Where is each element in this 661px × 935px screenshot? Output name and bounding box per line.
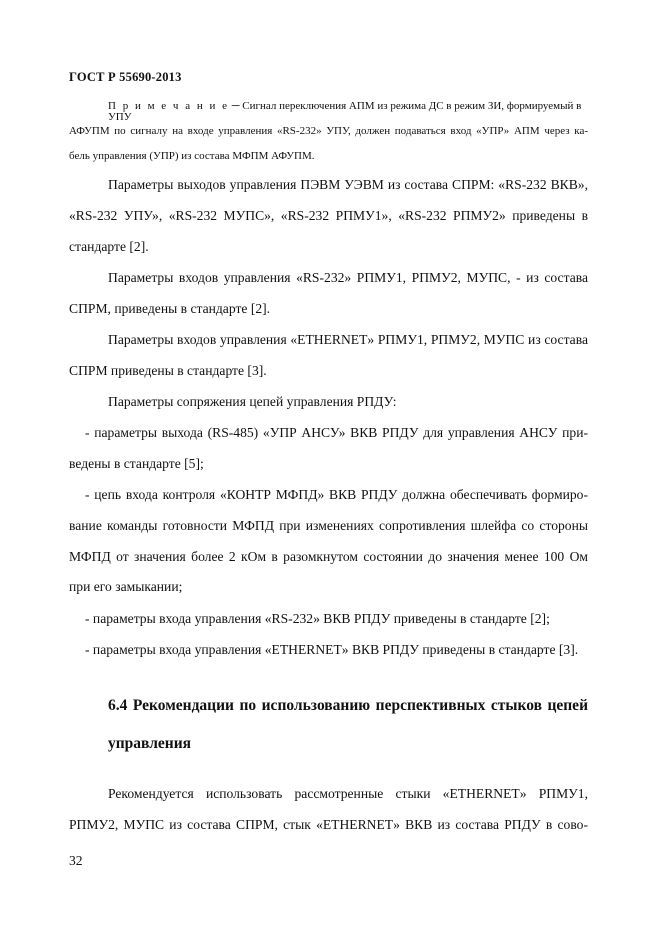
paragraph-5-line-2: РПМУ2, МУПС из состава СПРМ, стык «ETHERNET» ВКВ из состава РПДУ в сово- [69, 817, 588, 832]
paragraph-1-line-3: стандарте [2]. [69, 239, 149, 254]
paragraph-2-line-1: Параметры входов управления «RS-232» РПМУ1, РПМУ2, МУПС, - из состава [108, 270, 588, 285]
note-label: П р и м е ч а н и е [108, 100, 229, 112]
note-line-1 [108, 101, 588, 123]
section-heading-line-1: 6.4 Рекомендации по использованию перспективных стыков цепей [108, 697, 588, 714]
paragraph-3-line-2: СПРМ приведены в стандарте [3]. [69, 363, 267, 378]
paragraph-5-line-1: Рекомендуется использовать рассмотренные стыки «ETHERNET» РПМУ1, [108, 786, 588, 801]
paragraph-1-line-2: «RS-232 УПУ», «RS-232 МУПС», «RS-232 РПМУ1», «RS-232 РПМУ2» приведены в [69, 208, 588, 223]
bullet-3-line-1: - параметры входа управления «RS-232» ВКВ РПДУ приведены в стандарте [2]; [85, 611, 550, 626]
paragraph-1-line-1: Параметры выходов управления ПЭВМ УЭВМ из состава СПРМ: «RS-232 ВКВ», [108, 177, 588, 192]
page-number: 32 [69, 853, 83, 868]
paragraph-3-line-1: Параметры входов управления «ETHERNET» РПМУ1, РПМУ2, МУПС из состава [108, 332, 588, 347]
bullet-2-line-3: МФПД от значения более 2 кОм в разомкнутом состоянии до значения менее 100 Ом [69, 549, 588, 564]
note-line-2: АФУПМ по сигналу на входе управления «RS-232» УПУ, должен подаваться вход «УПР» АПМ через ка- [69, 125, 588, 137]
paragraph-2-line-2: СПРМ, приведены в стандарте [2]. [69, 301, 271, 316]
bullet-2-line-2: вание команды готовности МФПД при изменениях сопротивления шлейфа со стороны [69, 518, 588, 533]
bullet-2-line-4: при его замыкании; [69, 579, 183, 594]
note-text-1: ─ Сигнал переключения АПМ из режима ДС в режим ЗИ, формируемый в УПУ [108, 100, 582, 123]
document-header: ГОСТ Р 55690-2013 [69, 70, 182, 84]
bullet-4-line-1: - параметры входа управления «ETHERNET» ВКВ РПДУ приведены в стандарте [3]. [85, 642, 579, 657]
bullet-2-line-1: - цепь входа контроля «КОНТР МФПД» ВКВ РПДУ должна обеспечивать формиро- [85, 487, 588, 502]
paragraph-4-line-1: Параметры сопряжения цепей управления РПДУ: [108, 394, 397, 409]
section-heading-line-2: управления [108, 735, 192, 752]
bullet-1-line-2: ведены в стандарте [5]; [69, 456, 204, 471]
note-line-3: бель управления (УПР) из состава МФПМ АФУПМ. [69, 150, 315, 162]
bullet-1-line-1: - параметры выхода (RS-485) «УПР АНСУ» ВКВ РПДУ для управления АНСУ при- [85, 425, 588, 440]
